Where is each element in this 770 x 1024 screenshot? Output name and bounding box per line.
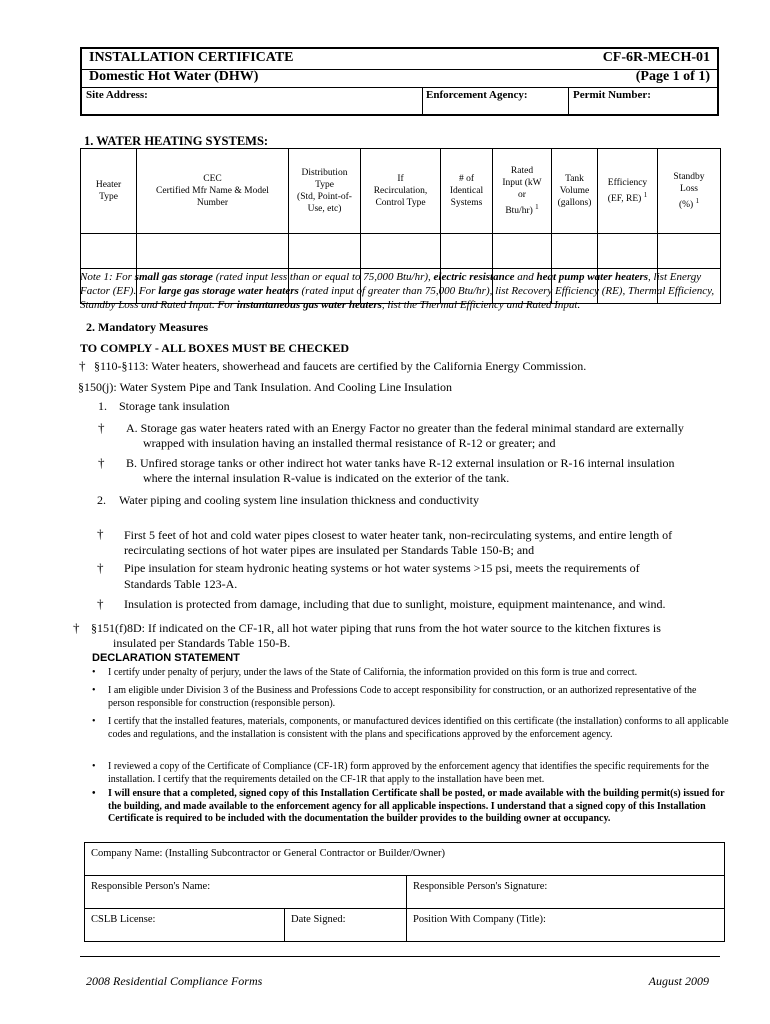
column-header-line: Volume: [559, 186, 590, 196]
footer-right: August 2009: [648, 974, 709, 988]
column-header-line: Tank: [565, 174, 584, 184]
footer-divider: [80, 956, 720, 957]
table-cell[interactable]: [137, 234, 289, 269]
column-header-line: Distribution: [301, 168, 348, 178]
note-text: (rated input of greater than 75,000 Btu/hr), list Recovery Efficiency (RE), Thermal Efficiency, Standby Loss and Rated Input. For: [80, 285, 715, 311]
table-cell[interactable]: [361, 234, 441, 269]
header-fields-row: [82, 87, 717, 116]
column-header-text: (%): [678, 200, 694, 211]
declaration-item-1: [92, 667, 728, 680]
column-header-line: Number: [196, 198, 229, 208]
note-text: , list Energy Factor (EF). For: [80, 271, 702, 297]
column-header-line: [598, 189, 657, 205]
sub1b-line2: where the internal insulation R-value is indicated on the exterior of the tank.: [143, 471, 510, 485]
enforcement-agency-field[interactable]: Enforcement Agency:: [426, 89, 528, 101]
column-header-line: Type: [315, 180, 334, 190]
table-row: [81, 234, 721, 269]
table-cell[interactable]: [289, 234, 361, 269]
sub1-number: 1.: [98, 399, 107, 413]
position-field[interactable]: Position With Company (Title):: [407, 909, 725, 942]
column-header-line: Control Type: [375, 198, 426, 208]
form-title: INSTALLATION CERTIFICATE: [89, 50, 294, 65]
bullet: •: [92, 788, 96, 799]
cslb-license-field[interactable]: CSLB License:: [85, 909, 285, 942]
column-header-line: Standby: [673, 171, 705, 182]
column-header: [493, 149, 552, 234]
table-cell[interactable]: [81, 234, 137, 269]
sub1b-line1: B. Unfired storage tanks or other indirect hot water tanks have R-12 external insulation or R-16 internal insulation: [126, 456, 675, 470]
item-151-line1: §151(f)8D: If indicated on the CF-1R, all hot water piping that runs from the hot water source to the kitchen fixtures is: [91, 621, 661, 635]
table-cell[interactable]: [598, 234, 658, 269]
declaration-text: I reviewed a copy of the Certificate of Compliance (CF-1R) form approved by the enforcement agency that identifies the specific requirements for the installation. I certify that the requirements detailed on the CF-1R that apply to the installation have been met.: [108, 761, 709, 785]
column-header-line: CEC: [203, 174, 222, 184]
site-address-field[interactable]: Site Address:: [86, 89, 148, 101]
signature-table: [84, 842, 725, 942]
checkbox-110[interactable]: †: [79, 358, 86, 373]
table-cell[interactable]: [441, 234, 493, 269]
checkbox-151[interactable]: †: [73, 620, 80, 635]
column-header: [552, 149, 598, 234]
note-text: electric resistance: [433, 271, 515, 283]
sub2b-line2: Standards Table 123-A.: [124, 577, 238, 591]
column-header-line: (Std, Point-of-: [297, 192, 352, 202]
column-header: [289, 149, 361, 234]
header-subtitle-row: [82, 69, 717, 88]
declaration-item-5: [92, 788, 734, 826]
note-1: [80, 270, 720, 312]
column-header-line: (gallons): [557, 198, 592, 208]
checkbox-sub1b[interactable]: †: [98, 455, 105, 470]
sub2-number: 2.: [97, 493, 106, 507]
note-text: instantaneous gas water heaters: [236, 299, 382, 311]
header-box: [80, 47, 719, 116]
column-header-line: Systems: [450, 198, 483, 208]
column-header: [81, 149, 137, 234]
column-header: [137, 149, 289, 234]
footnote-marker: 1: [695, 196, 700, 205]
column-header-text: Btu/hr): [505, 206, 533, 217]
note-text: Note 1: For: [80, 271, 135, 283]
section2-title: 2. Mandatory Measures: [86, 320, 209, 334]
form-subtitle: Domestic Hot Water (DHW): [89, 69, 259, 84]
item-150j: §150(j): Water System Pipe and Tank Insulation. And Cooling Line Insulation: [78, 380, 453, 394]
declaration-text: I certify under penalty of perjury, under the laws of the State of California, the information provided on this form is true and correct.: [108, 667, 638, 678]
table-header-row: [81, 149, 721, 234]
comply-heading: TO COMPLY - ALL BOXES MUST BE CHECKED: [80, 341, 350, 355]
declaration-text: I am eligible under Division 3 of the Business and Professions Code to accept responsibility for construction, or an authorized representative of the person responsible for construction (responsible person).: [108, 685, 697, 709]
footer-left: 2008 Residential Compliance Forms: [86, 974, 263, 988]
item-110: §110-§113: Water heaters, showerhead and faucets are certified by the California Energy Commission.: [94, 359, 587, 373]
column-header-text: (EF, RE): [607, 194, 642, 205]
column-header-line: Type: [99, 192, 118, 202]
column-header: [361, 149, 441, 234]
column-header-line: Loss: [680, 183, 698, 194]
date-signed-field[interactable]: Date Signed:: [285, 909, 407, 942]
column-header-line: Heater: [95, 180, 122, 190]
column-header-line: Input (kW: [502, 177, 542, 188]
declaration-item-2: [92, 685, 718, 710]
company-name-field[interactable]: Company Name: (Installing Subcontractor or General Contractor or Builder/Owner): [85, 843, 725, 876]
footnote-marker: 1: [535, 202, 539, 211]
column-header-line: If: [397, 174, 404, 184]
table-cell[interactable]: [552, 234, 598, 269]
bullet: •: [92, 761, 96, 772]
form-id: CF-6R-MECH-01: [602, 50, 710, 65]
page-number: (Page 1 of 1): [635, 69, 710, 84]
note-text: (rated input less than or equal to 75,000 Btu/hr),: [212, 271, 434, 283]
section1-title: 1. WATER HEATING SYSTEMS:: [84, 134, 269, 148]
sub2c-text: Insulation is protected from damage, including that due to sunlight, moisture, equipment maintenance, and wind.: [124, 597, 666, 611]
column-header-line: [493, 201, 551, 217]
bullet: •: [92, 667, 96, 678]
declaration-item-4: [92, 761, 728, 786]
column-header: [658, 149, 721, 234]
checkbox-sub2c[interactable]: †: [97, 596, 104, 611]
column-header-line: # of: [458, 174, 475, 184]
column-header: [598, 149, 658, 234]
column-header-line: Rated: [510, 165, 534, 176]
declaration-text: I will ensure that a completed, signed copy of this Installation Certificate shall be posted, or made available with the building permit(s) issued for the building, and made available to the enforcement agency for all applicable inspections. I understand that a signed copy of this Installation Certificate is required to be included with the documentation the builder provides to the building owner at occupancy.: [108, 788, 725, 824]
column-header-line: Certified Mfr Name & Model: [156, 186, 269, 196]
sub2a-line1: First 5 feet of hot and cold water pipes closest to water heater tank, non-recirculating systems, and entire length of: [124, 528, 673, 542]
column-header-line: or: [518, 189, 526, 200]
permit-number-field[interactable]: Permit Number:: [573, 89, 651, 101]
sub1-label: Storage tank insulation: [119, 399, 230, 413]
declaration-title: DECLARATION STATEMENT: [92, 652, 240, 664]
column-header-line: [658, 195, 720, 211]
note-text: and: [514, 271, 537, 283]
checkbox-sub2b[interactable]: †: [97, 560, 104, 575]
column-header-line: Recirculation,: [373, 186, 428, 196]
responsible-signature-field[interactable]: Responsible Person's Signature:: [407, 876, 725, 909]
bullet: •: [92, 685, 96, 696]
column-header-line: Efficiency: [607, 177, 648, 188]
footnote-marker: 1: [643, 190, 648, 199]
declaration-item-3: [92, 716, 734, 741]
header-title-row: [82, 49, 717, 70]
sub2b-line1: Pipe insulation for steam hydronic heating systems or hot water systems >15 psi, meets the requirements of: [124, 561, 640, 575]
table-cell[interactable]: [658, 234, 721, 269]
sub2a-line2: recirculating sections of hot water pipes are insulated per Standards Table 150-B; and: [124, 543, 535, 557]
note-text: , list the Thermal Efficiency and Rated Input.: [381, 299, 581, 311]
sub1a-line1: A. Storage gas water heaters rated with an Energy Factor no greater than the federal minimal standard are externally: [126, 421, 684, 435]
checkbox-sub2a[interactable]: †: [97, 526, 104, 541]
column-header-line: Identical: [449, 186, 484, 196]
declaration-text: I certify that the installed features, materials, components, or manufactured devices identified on this certificate (the installation) conforms to all applicable codes and regulations, and the installation is consistent with the plans and specifications approved by the enforcement agency.: [108, 716, 729, 740]
column-header-line: Use, etc): [307, 204, 342, 214]
note-text: large gas storage water heaters: [158, 285, 299, 297]
table-cell[interactable]: [493, 234, 552, 269]
note-text: small gas storage: [134, 271, 213, 283]
sub1a-line2: wrapped with insulation having an installed thermal resistance of R-12 or greater; and: [143, 436, 556, 450]
sub2-label: Water piping and cooling system line insulation thickness and conductivity: [119, 493, 479, 507]
column-header: [441, 149, 493, 234]
item-151-line2: insulated per Standards Table 150-B.: [113, 636, 291, 650]
bullet: •: [92, 716, 96, 727]
checkbox-sub1a[interactable]: †: [98, 420, 105, 435]
responsible-name-field[interactable]: Responsible Person's Name:: [85, 876, 407, 909]
note-text: heat pump water heaters: [536, 271, 649, 283]
